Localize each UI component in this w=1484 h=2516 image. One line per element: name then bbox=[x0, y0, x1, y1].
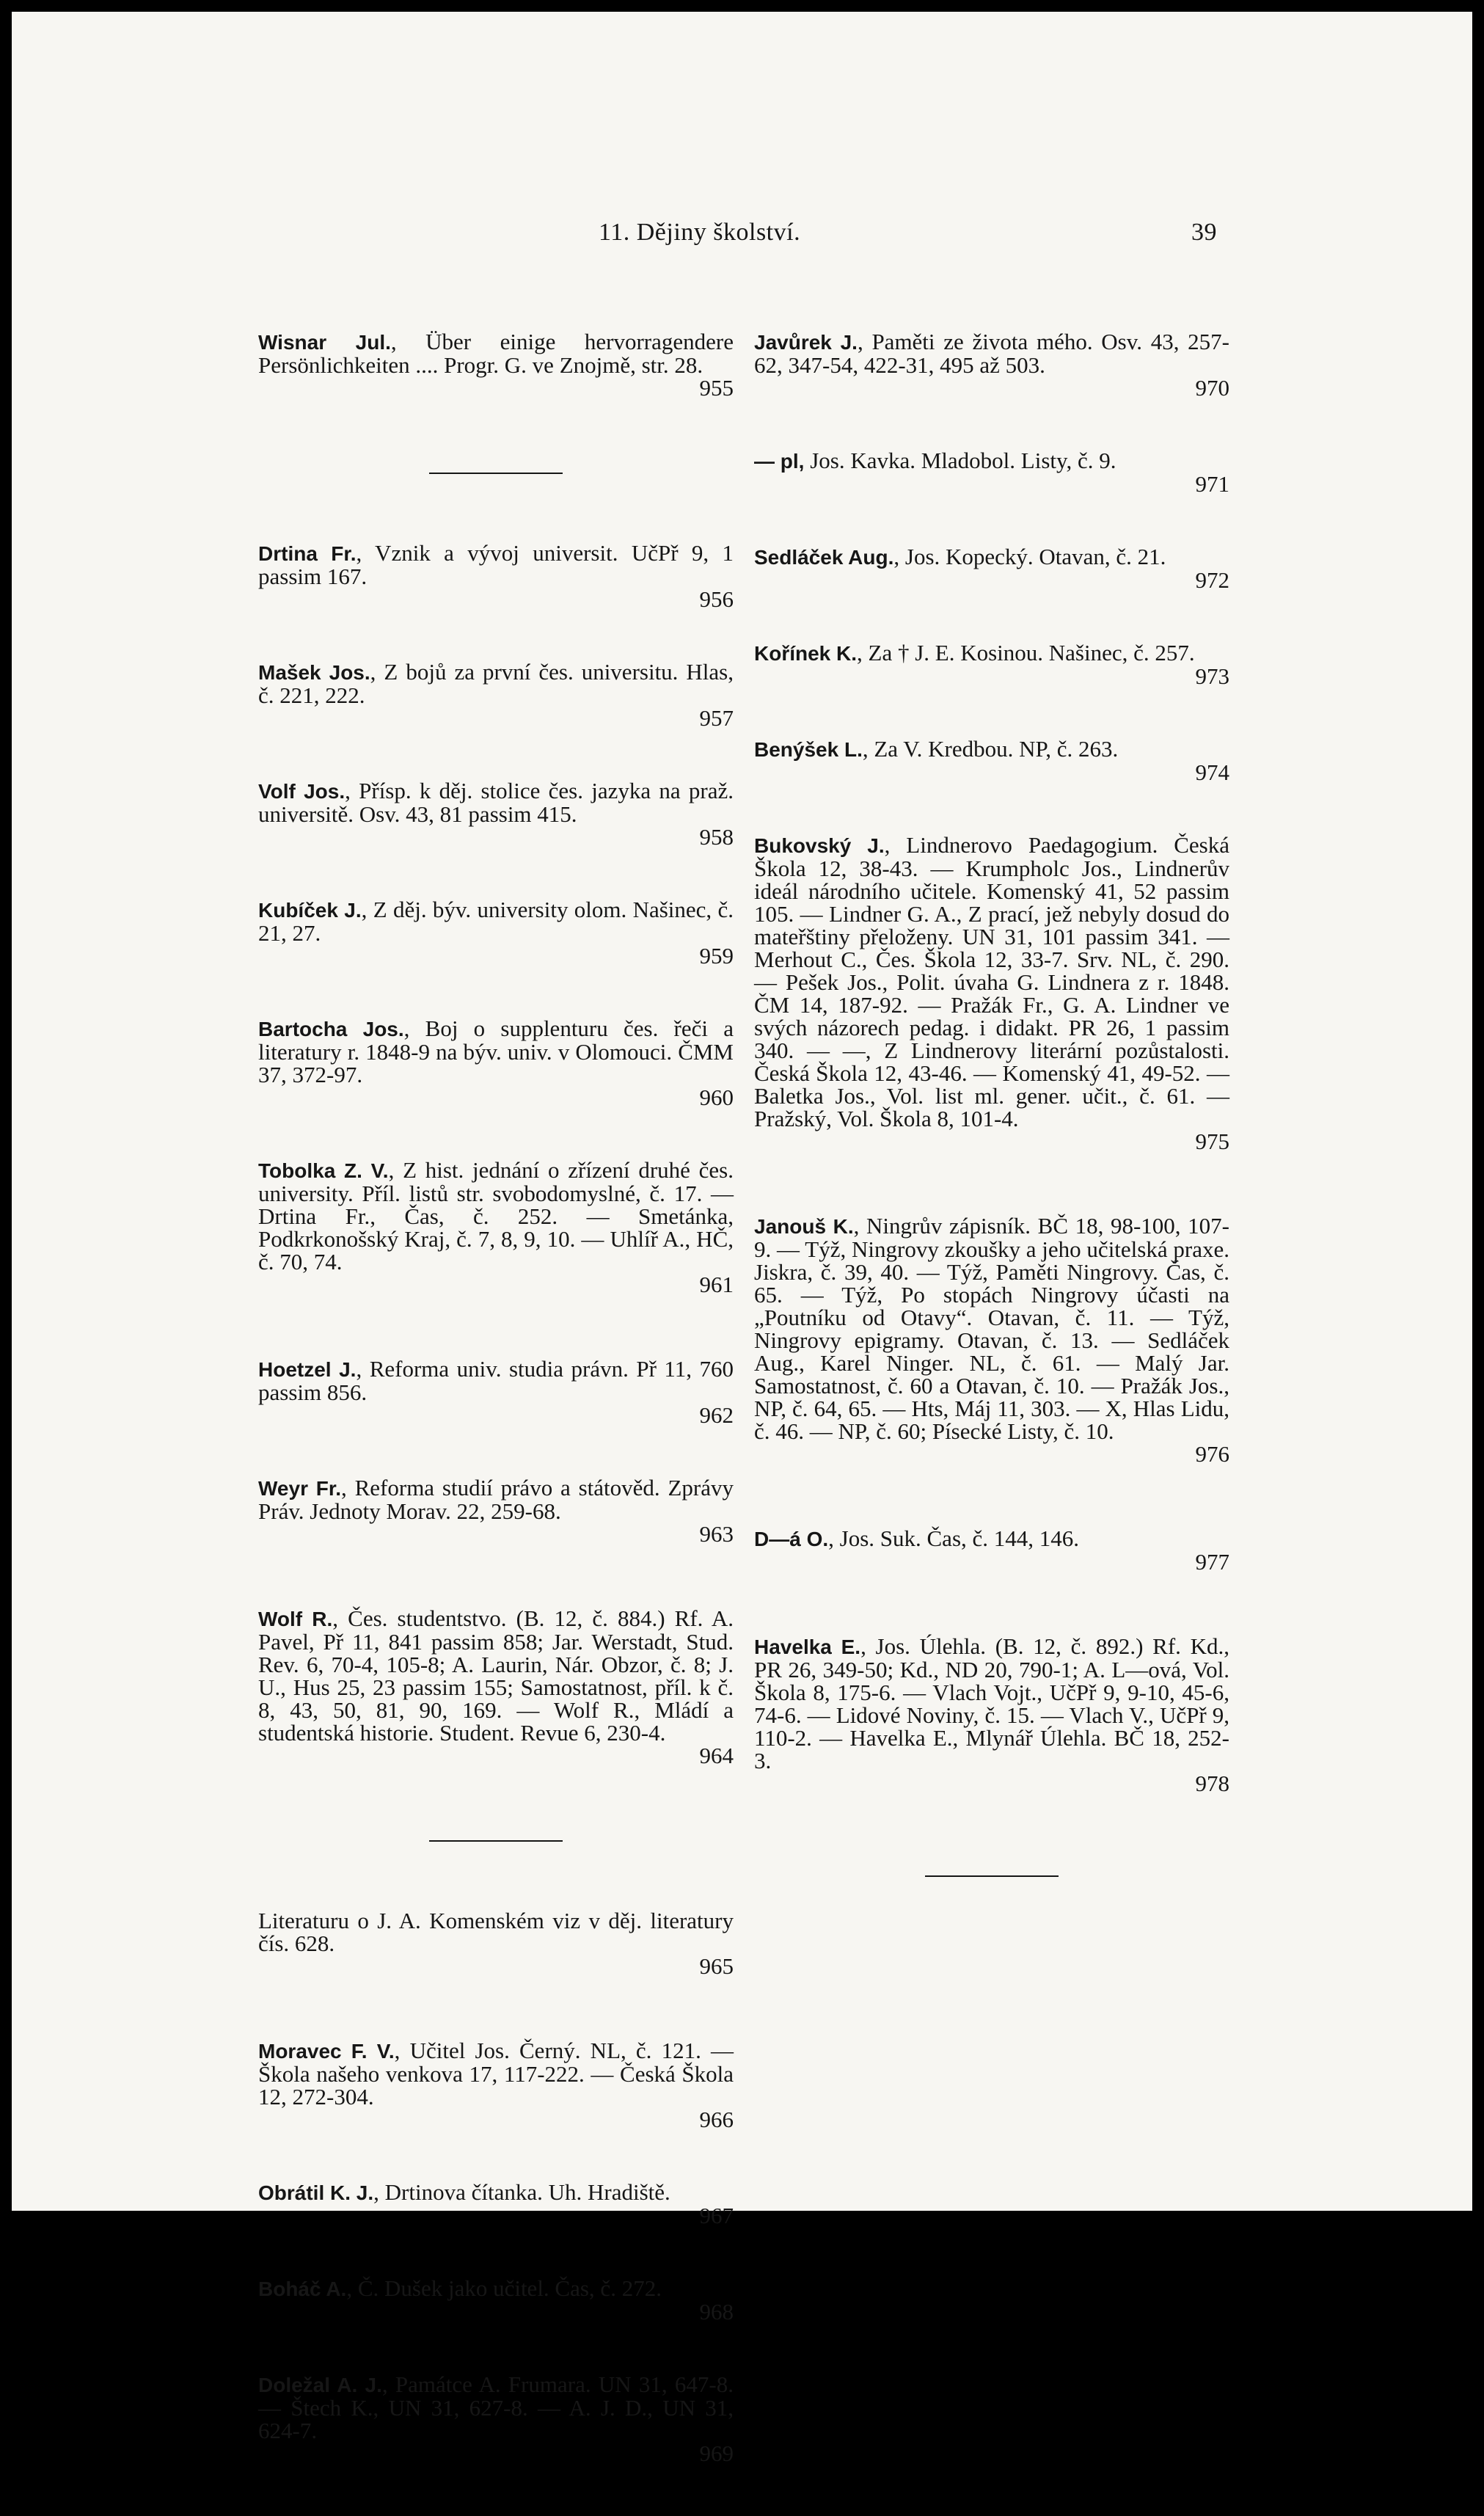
entry-text: , Reforma univ. studia právn. Př 11, 760 passim 856. bbox=[258, 1356, 739, 1405]
entry-author: D—á O. bbox=[754, 1528, 829, 1550]
entry-author: Wisnar Jul. bbox=[258, 331, 391, 354]
entry-author: Mašek Jos. bbox=[258, 661, 370, 684]
entry-text: , Ningrův zápisník. BČ 18, 98-100, 107-9. — Týž, Ningrovy zkoušky a jeho učitelská praxe. Jiskra, č. 39, 40. — Týž, Paměti Ningrovy. Čas, č. 65. — Týž, Po stopách Ningrovy účasti na „Poutníku od Otavy“. Otavan, č. 11. — Týž, Ningrovy epigramy. Otavan, č. 13. — Sedláček Aug., Karel Ninger. NL, č. 61. — Malý Jar. Samostatnost, č. 60 a Otavan, č. 10. — Pražák Jos., NP, č. 64, 65. — Hts, Máj 11, 303. — X, Hlas Lidu, č. 46. — NP, č. 60; Písecké Listy, č. 10. bbox=[754, 1213, 1235, 1444]
entry-number: 973 bbox=[1195, 663, 1229, 689]
entry-text: , Čes. studentstvo. (B. 12, č. 884.) Rf. A. Pavel, Př 11, 841 passim 858; Jar. Werstadt, Stud. Rev. 6, 70-4, 105-8; A. Laurin, Nár. Obzor, č. 8; J. U., Hus 25, 23 passim 155; Samostatnost, příl. k č. 8, 43, 50, 81, 90, 169. — Wolf R., Mládí a studentská historie. Student. Revue 6, 230-4. bbox=[258, 1605, 739, 1746]
entry-number: 967 bbox=[699, 2203, 734, 2228]
entry-text: , Přísp. k děj. stolice čes. jazyka na praž. universitě. Osv. 43, 81 passim 415. bbox=[258, 778, 739, 827]
bib-entry bbox=[754, 1527, 1229, 1573]
entry-number: 971 bbox=[1195, 471, 1229, 497]
entry-author: Drtina Fr. bbox=[258, 542, 357, 565]
entry-text: , Vznik a vývoj universit. UčPř 9, 1 passim 167. bbox=[258, 540, 739, 589]
entry-author: Tobolka Z. V. bbox=[258, 1159, 389, 1182]
entry-number: 963 bbox=[699, 1521, 734, 1547]
bib-entry bbox=[258, 1908, 739, 1979]
entry-text: , Z hist. jednání o zřízení druhé čes. university. Příl. listů str. svobodomyslné, č. 17. — Drtina Fr., Čas, č. 252. — Smetánka, Podkrkonošský Kraj, č. 7, 8, 9, 10. — Uhlíř A., HČ, č. 70, 74. bbox=[258, 1157, 739, 1275]
bib-entry bbox=[258, 540, 739, 612]
bib-entry bbox=[258, 1475, 739, 1547]
entry-text: , Jos. Úlehla. (B. 12, č. 892.) Rf. Kd., PR 26, 349-50; Kd., ND 20, 790-1; A. L—ová, Vol. Škola 8, 175-6. — Vlach Vojt., UčPř 9, 9-10, 45-6, 74-6. — Lidové Noviny, č. 15. — Vlach V., UčPř 9, 110-2. — Havelka E., Mlynář Úlehla. BČ 18, 252-3. bbox=[754, 1633, 1235, 1773]
bib-entry bbox=[754, 330, 1229, 399]
entry-number: 972 bbox=[1195, 567, 1229, 593]
entry-author: Bukovský J. bbox=[754, 834, 885, 857]
bib-entry bbox=[258, 1157, 739, 1297]
entry-number: 956 bbox=[699, 586, 734, 612]
entry-number: 974 bbox=[1195, 759, 1229, 785]
bib-entry bbox=[258, 1356, 739, 1428]
left-column bbox=[258, 285, 739, 2515]
page-number: 39 bbox=[1191, 219, 1217, 246]
bib-entry bbox=[258, 1605, 739, 1768]
section-divider bbox=[429, 473, 563, 474]
bib-entry bbox=[258, 329, 739, 401]
bib-entry bbox=[754, 737, 1229, 784]
entry-author: Kubíček J. bbox=[258, 899, 362, 922]
section-divider bbox=[925, 1875, 1059, 1877]
entry-number: 965 bbox=[699, 1953, 734, 1979]
entry-text: Literaturu o J. A. Komenském viz v děj. literatury čís. 628. bbox=[258, 1908, 739, 1956]
bib-entry bbox=[258, 2371, 739, 2466]
entry-author: Weyr Fr. bbox=[258, 1477, 342, 1500]
entry-text: , Památce A. Frumara. UN 31, 647-8. — Štech K., UN 31, 627-8. — A. J. D., UN 31, 624-7. bbox=[258, 2371, 739, 2443]
entry-number: 978 bbox=[1195, 1771, 1229, 1796]
entry-text: Jos. Kavka. Mladobol. Listy, č. 9. bbox=[804, 448, 1116, 473]
entry-author: Janouš K. bbox=[754, 1215, 854, 1238]
entry-text: , Jos. Suk. Čas, č. 144, 146. bbox=[828, 1525, 1080, 1551]
entry-author: Bartocha Jos. bbox=[258, 1018, 404, 1040]
entry-author: Kořínek K. bbox=[754, 642, 858, 665]
bib-entry bbox=[754, 641, 1229, 688]
entry-number: 970 bbox=[1195, 375, 1229, 401]
bib-entry bbox=[258, 2038, 739, 2132]
bib-entry bbox=[258, 659, 739, 731]
entry-text: , Drtinova čítanka. Uh. Hradiště. bbox=[373, 2179, 670, 2205]
book-page bbox=[12, 12, 1472, 2466]
entry-author: — pl, bbox=[754, 450, 805, 473]
entry-number: 975 bbox=[1195, 1128, 1229, 1154]
entry-author: Havelka E. bbox=[754, 1636, 861, 1658]
entry-number: 955 bbox=[699, 375, 734, 401]
entry-author: Volf Jos. bbox=[258, 780, 346, 803]
bib-entry bbox=[258, 2277, 734, 2323]
entry-number: 961 bbox=[699, 1272, 734, 1297]
entry-number: 962 bbox=[699, 1402, 734, 1428]
bib-entry bbox=[754, 1213, 1235, 1467]
entry-text: , Paměti ze života mého. Osv. 43, 257-62, 347-54, 422-31, 495 až 503. bbox=[754, 329, 1229, 378]
entry-text: , Boj o supplenturu čes. řeči a literatury r. 1848-9 na býv. univ. v Olomouci. ČMM 37, 372-97. bbox=[258, 1015, 739, 1087]
entry-number: 968 bbox=[699, 2299, 734, 2324]
entry-text: , Über einige hervorragendere Persönlichkeiten .... Progr. G. ve Znojmě, str. 28. bbox=[258, 329, 739, 378]
entry-author: Boháč A. bbox=[258, 2278, 347, 2300]
entry-text: , Lindnerovo Paedagogium. Česká Škola 12, 38-43. — Krumpholc Jos., Lindnerův ideál národního učitele. Komenský 41, 52 passim 105. — Lindner G. A., Z prací, jež nebyly dosud do mateřštiny přeloženy. UN 31, 101 passim 341. — Merhout C., Čes. Škola 12, 33-7. Srv. NL, č. 290. — Pešek Jos., Polit. úvaha G. Lindnera z r. 1848. ČM 14, 187-92. — Pražák Fr., G. A. Lindner ve svých názorech pedag. i didakt. PR 26, 1 passim 340. — —, Z Lindnerovy literární pozůstalosti. Česká Škola 12, 43-46. — Komenský 41, 49-52. — Baletka Jos., Vol. list ml. gener. učit., č. 61. — Pražský, Vol. Škola 8, 101-4. bbox=[754, 832, 1235, 1131]
entry-number: 964 bbox=[699, 1743, 734, 1768]
entry-author: Wolf R. bbox=[258, 1608, 333, 1630]
entry-text: , Za V. Kredbou. NP, č. 263. bbox=[862, 736, 1119, 762]
entry-text: , Reforma studií právo a státověd. Zprávy Práv. Jednoty Morav. 22, 259-68. bbox=[258, 1475, 739, 1524]
entry-text: , Učitel Jos. Černý. NL, č. 121. — Škola našeho venkova 17, 117-222. — Česká Škola 12, 272-304. bbox=[258, 2038, 739, 2110]
right-column bbox=[754, 285, 1235, 1944]
entry-number: 969 bbox=[699, 2440, 734, 2466]
entry-text: , Jos. Kopecký. Otavan, č. 21. bbox=[893, 544, 1166, 569]
entry-author: Hoetzel J. bbox=[258, 1358, 357, 1381]
bib-entry bbox=[258, 2181, 734, 2227]
bib-entry bbox=[754, 1633, 1235, 1796]
entry-text: , Z bojů za první čes. universitu. Hlas, č. 221, 222. bbox=[258, 659, 739, 708]
bib-entry bbox=[754, 449, 1229, 495]
entry-number: 958 bbox=[699, 824, 734, 850]
entry-author: Moravec F. V. bbox=[258, 2040, 395, 2063]
entry-author: Sedláček Aug. bbox=[754, 546, 894, 569]
bib-entry bbox=[754, 832, 1235, 1154]
bib-entry bbox=[258, 1015, 739, 1110]
entry-author: Obrátil K. J. bbox=[258, 2181, 374, 2204]
bib-entry bbox=[754, 545, 1229, 591]
entry-text: , Z děj. býv. university olom. Našinec, č. 21, 27. bbox=[258, 897, 739, 946]
entry-number: 960 bbox=[699, 1084, 734, 1110]
bib-entry bbox=[258, 897, 739, 969]
bib-entry bbox=[258, 778, 739, 850]
entry-text: , Č. Dušek jako učitel. Čas, č. 272. bbox=[346, 2275, 662, 2301]
entry-number: 959 bbox=[699, 943, 734, 969]
section-divider bbox=[429, 1840, 563, 1842]
entry-text: , Za † J. E. Kosinou. Našinec, č. 257. bbox=[857, 640, 1195, 666]
entry-author: Javůrek J. bbox=[754, 331, 858, 354]
running-head-title: 11. Dějiny školství. bbox=[599, 219, 801, 246]
entry-number: 977 bbox=[1195, 1549, 1229, 1575]
entry-number: 957 bbox=[699, 705, 734, 731]
entry-number: 976 bbox=[1195, 1441, 1229, 1467]
entry-number: 966 bbox=[699, 2107, 734, 2132]
entry-author: Doležal A. J. bbox=[258, 2374, 382, 2396]
entry-author: Benýšek L. bbox=[754, 738, 863, 761]
